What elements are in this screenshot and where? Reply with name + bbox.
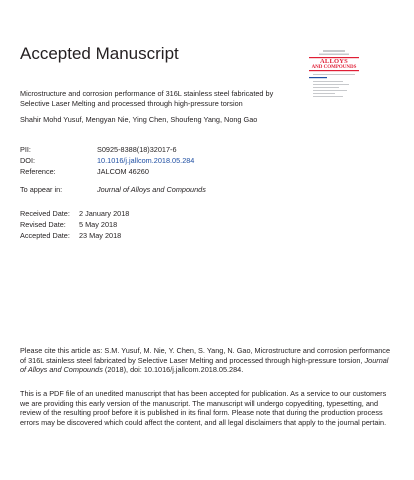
journal-cover-logo [309,49,359,101]
accepted-date-value: 23 May 2018 [79,231,122,240]
journal-cover-icon [309,49,359,101]
reference-label: Reference: [20,167,56,176]
doi-row [20,156,195,165]
pii-label: PII: [20,145,31,154]
citation-journal: Journal of Alloys and Compounds [20,355,389,375]
received-date-row [20,209,130,218]
received-date-value: 2 January 2018 [79,209,130,218]
journal-cover-title-line-1: ALLOYS [320,58,348,65]
revised-date-label: Revised Date: [20,220,66,229]
paper-title: Microstructure and corrosion performance of 316L stainless steel fabricated by Selective Laser Melting and processed through high-pressure torsion [20,89,274,108]
reference-row [20,167,149,176]
revised-date-value: 5 May 2018 [79,220,118,229]
pii-row [20,145,177,154]
revised-date-row [20,220,118,229]
appear-row [20,185,206,194]
reference-value: JALCOM 46260 [97,167,149,176]
pii-value: S0925-8388(18)32017-6 [97,145,177,154]
page-title: Accepted Manuscript [20,44,179,63]
doi-link[interactable]: 10.1016/j.jallcom.2018.05.284 [97,156,195,165]
received-date-label: Received Date: [20,209,70,218]
doi-label: DOI: [20,156,35,165]
accepted-date-row [20,231,122,240]
appear-journal: Journal of Alloys and Compounds [97,185,206,194]
disclaimer-paragraph: This is a PDF file of an unedited manuscript that has been accepted for publication. As a service to our customers we are providing this early version of the manuscript. The manuscript will undergo copyediting, typesetting, and review of the resulting proof before it is published in its final form. Please note that during the production process errors may be discovered which could affect the content, and all legal disclaimers that apply to the journal pertain. [20,389,387,427]
accepted-date-label: Accepted Date: [20,231,70,240]
citation-doi: (2018), doi: 10.1016/j.jallcom.2018.05.284. [102,365,244,375]
citation-text: Please cite this article as: S.M. Yusuf, M. Nie, Y. Chen, S. Yang, N. Gao, Microstructure and corrosion performance of 316L stainless steel fabricated by Selective Laser Melting and processed through high-pressure torsion, [20,346,391,365]
citation-paragraph [20,346,390,375]
journal-cover-title-line-2: AND COMPOUNDS [311,64,357,70]
paper-authors: Shahir Mohd Yusuf, Mengyan Nie, Ying Chen, Shoufeng Yang, Nong Gao [20,115,258,124]
appear-label: To appear in: [20,185,63,194]
